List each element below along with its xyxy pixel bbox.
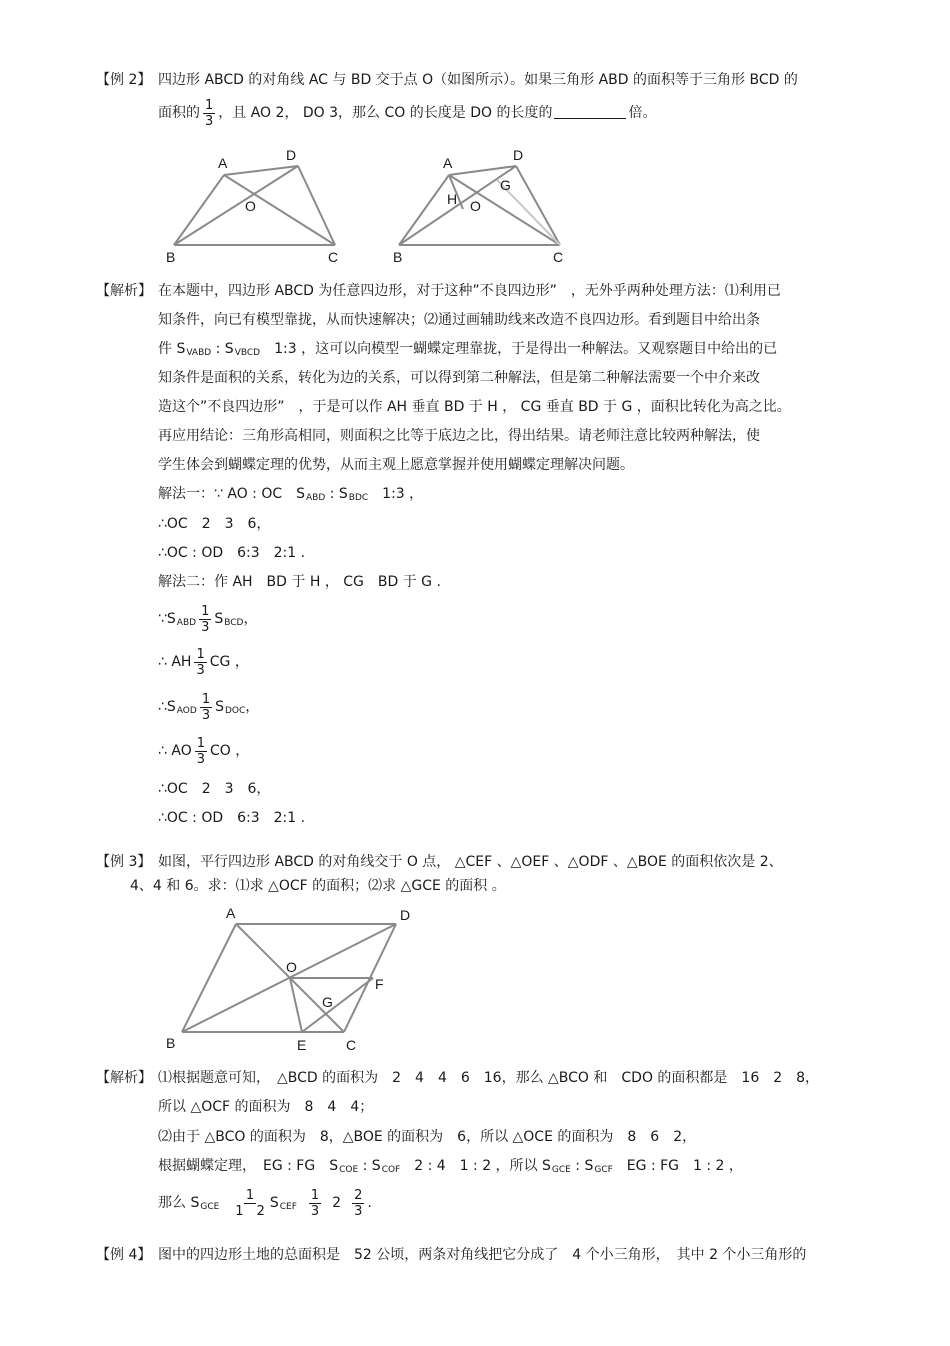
vertex-label-g: G: [322, 994, 333, 1010]
quadrilateral-figure-1: [160, 140, 360, 270]
example-4-tag: 【例 4】: [96, 1247, 152, 1263]
vertex-label-b: B: [166, 1035, 176, 1051]
solution-paragraph-line: 知条件，向已有模型靠拢，从而快速解决；⑵通过画辅助线来改造不良四边形。看到题目中给出条: [158, 312, 760, 328]
solution-paragraph-line: 学生体会到蝴蝶定理的优势，从而主观上愿意掌握并使用蝴蝶定理解决问题。: [158, 457, 634, 473]
vertex-label-g: G: [500, 177, 511, 193]
method-1-step: ∴OC 2 3 6，: [158, 516, 271, 532]
vertex-label-o: O: [286, 959, 297, 975]
answer-blank: [554, 104, 626, 119]
vertex-label-d: D: [513, 147, 524, 163]
vertex-label-c: C: [553, 249, 564, 265]
solution-3-tag: 【解析】: [96, 1070, 152, 1086]
example-2-tag: 【例 2】: [96, 72, 152, 88]
vertex-label-d: D: [400, 907, 411, 923]
solution-2-tag: 【解析】: [96, 283, 152, 299]
method-2-step: ∴OC : OD 6:3 2:1 .: [158, 810, 306, 826]
example-3-question-line1: 如图，平行四边形 ABCD 的对角线交于 O 点， △CEF 、△OEF 、△ODF 、△BOE 的面积依次是 2、: [158, 854, 783, 870]
vertex-label-h: H: [447, 191, 458, 207]
vertex-label-a: A: [226, 905, 236, 921]
solution-3-step: ⑴根据题意可知， △BCD 的面积为 2 4 4 6 16，那么 △BCO 和 CDO 的面积都是 16 2 8，: [158, 1070, 820, 1086]
method-1-step: ∴OC : OD 6:3 2:1 .: [158, 545, 306, 561]
parallelogram-figure: [160, 900, 430, 1060]
quadrilateral-figure-2: [385, 140, 585, 270]
example-2-question-line1: 四边形 ABCD 的对角线 AC 与 BD 交于点 O（如图所示）。如果三角形 ABD 的面积等于三角形 BCD 的: [158, 72, 798, 88]
question-text: ，且 AO 2， DO 3，那么 CO 的长度是 DO 的长度的: [218, 105, 553, 121]
vertex-label-b: B: [393, 249, 403, 265]
method-2-line: 解法二：作 AH BD 于 H ， CG BD 于 G .: [158, 574, 441, 590]
vertex-label-b: B: [166, 249, 176, 265]
question-text: 倍。: [628, 105, 657, 121]
solution-paragraph-line: 件 $S_{VABD}$ : $S_{VBCD}$ 1:3 ，这可以向模型一蝴蝶定理靠拢，于是得出一种解法。又观察题目中给出的已: [158, 341, 778, 358]
vertex-label-o: O: [245, 198, 256, 214]
solution-paragraph-line: 造这个”不良四边形” ，于是可以作 AH 垂直 BD 于 H ， CG 垂直 BD 于 G ，面积比转化为高之比。: [158, 399, 791, 415]
example-4-question-line1: 图中的四边形土地的总面积是 52 公顷，两条对角线把它分成了 4 个小三角形， 其中 2 个小三角形的: [158, 1247, 807, 1263]
vertex-label-e: E: [297, 1037, 307, 1053]
vertex-label-f: F: [375, 976, 384, 992]
method-2-step: ∴OC 2 3 6，: [158, 781, 271, 797]
vertex-label-d: D: [286, 147, 297, 163]
method-2-step: ∴ AO $\frac{1}{3}$ CO ，: [158, 735, 250, 767]
vertex-label-c: C: [328, 249, 339, 265]
vertex-label-a: A: [443, 155, 453, 171]
solution-paragraph-line: 在本题中，四边形 ABCD 为任意四边形，对于这种”不良四边形” ，无外乎两种处理方法：⑴利用已: [158, 283, 781, 299]
vertex-label-a: A: [218, 155, 228, 171]
vertex-label-o: O: [470, 198, 481, 214]
example-3-question-line2: 4、4 和 6。求：⑴求 △OCF 的面积；⑵求 △GCE 的面积 。: [130, 878, 506, 894]
fraction-one-third: $\frac{1}{3}$: [205, 97, 214, 129]
solution-3-step: 根据蝴蝶定理， EG : FG $S_{COE}$ : $S_{COF}$ 2 : 4 1 : 2 ，所以 $S_{GCE}$ : $S_{GCF}$ EG : FG 1 : 2 ，: [158, 1158, 743, 1175]
example-3-tag: 【例 3】: [96, 854, 152, 870]
method-2-step: $\therefore S_{AOD}$ $\frac{1}{3}$ $S_{DOC}$，: [158, 691, 260, 723]
method-1-line: 解法一：∵ AO : OC $S_{ABD}$ : $S_{BDC}$ 1:3 ，: [158, 486, 424, 503]
solution-paragraph-line: 知条件是面积的关系，转化为边的关系，可以得到第二种解法，但是第二种解法需要一个中介来改: [158, 370, 760, 386]
method-2-step: $\because S_{ABD}$ $\frac{1}{3}$ $S_{BCD}$，: [158, 603, 258, 635]
solution-3-step: 所以 △OCF 的面积为 8 4 4；: [158, 1099, 374, 1115]
method-2-step: ∴ AH $\frac{1}{3}$ CG ，: [158, 646, 249, 678]
solution-3-step: 那么 $S_{GCE}$ $\frac{1}{1 2}$ $S_{CEF}$ $\frac{1}{3}$ 2 $\frac{2}{3}$ .: [158, 1187, 372, 1219]
example-2-question-line2: [158, 96, 656, 130]
solution-3-step: ⑵由于 △BCO 的面积为 8，△BOE 的面积为 6，所以 △OCE 的面积为 8 6 2，: [158, 1129, 697, 1145]
question-text: 面积的: [158, 105, 200, 121]
vertex-label-c: C: [346, 1037, 357, 1053]
solution-paragraph-line: 再应用结论：三角形高相同，则面积之比等于底边之比，得出结果。请老师注意比较两种解法，使: [158, 428, 760, 444]
